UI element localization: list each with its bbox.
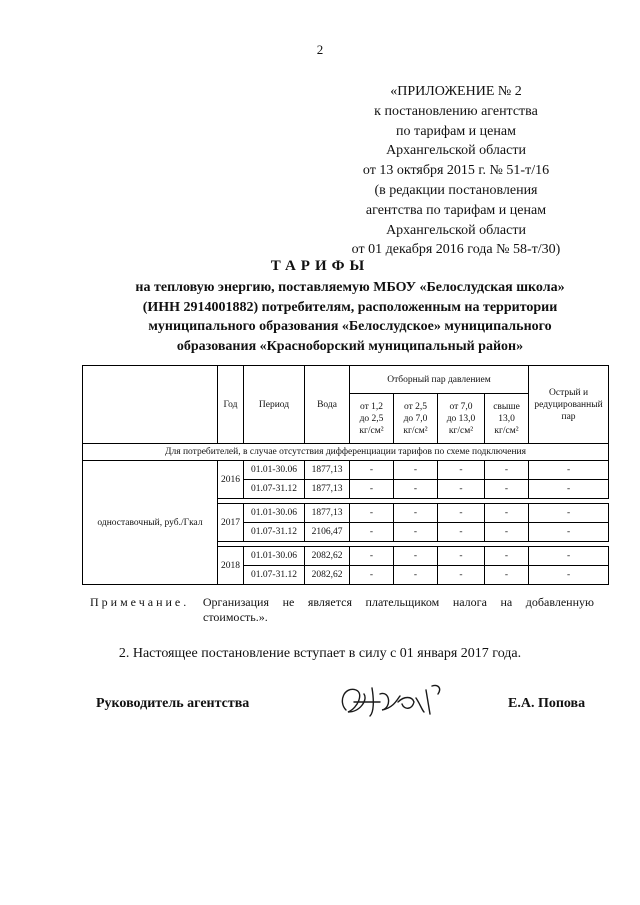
water-value: 2082,62 bbox=[305, 547, 350, 566]
dash-cell: - bbox=[350, 547, 394, 566]
year-cell: 2018 bbox=[218, 547, 244, 585]
header-line: кг/см² bbox=[448, 425, 474, 436]
note-line2: стоимость.». bbox=[203, 610, 268, 624]
dash-cell: - bbox=[485, 504, 529, 523]
appendix-line: к постановлению агентства bbox=[374, 103, 538, 119]
dash-cell: - bbox=[485, 566, 529, 585]
dash-cell: - bbox=[485, 547, 529, 566]
dash-cell: - bbox=[485, 523, 529, 542]
subtitle-line: на тепловую энергию, поставляемую МБОУ «Белослудская школа» bbox=[135, 280, 565, 295]
subtitle-line: (ИНН 2914001882) потребителям, расположенным на территории bbox=[142, 299, 558, 315]
header-line: кг/см² bbox=[494, 425, 519, 436]
appendix-line: от 01 декабря 2016 года № 58-т/30) bbox=[351, 242, 561, 258]
header-blank-cell bbox=[83, 366, 218, 444]
header-sharp-steam-line: Острый и bbox=[549, 387, 589, 398]
dash-cell: - bbox=[350, 566, 394, 585]
appendix-line: агентства по тарифам и ценам bbox=[365, 202, 547, 218]
note-label: Примечание. bbox=[90, 595, 190, 609]
header-line: от 2,5 bbox=[403, 401, 428, 412]
dash-cell: - bbox=[529, 523, 609, 542]
page-number: 2 bbox=[316, 42, 324, 57]
note-word: налога bbox=[452, 595, 487, 609]
dash-cell: - bbox=[529, 547, 609, 566]
period-cell: 01.01-30.06 bbox=[244, 547, 305, 566]
dash-cell: - bbox=[394, 547, 438, 566]
period-cell: 01.01-30.06 bbox=[244, 504, 305, 523]
header-line: до 2,5 bbox=[359, 413, 384, 424]
water-value: 1877,13 bbox=[305, 504, 350, 523]
dash-cell: - bbox=[350, 504, 394, 523]
dash-cell: - bbox=[394, 461, 438, 480]
document-title: ТАРИФЫ bbox=[270, 258, 370, 274]
appendix-line: Архангельской области bbox=[386, 222, 526, 238]
header-steam-group: Отборный пар давлением bbox=[350, 366, 529, 394]
dash-cell: - bbox=[438, 480, 485, 499]
header-steam-col bbox=[438, 394, 485, 444]
dash-cell: - bbox=[529, 504, 609, 523]
header-water: Вода bbox=[305, 366, 350, 444]
header-line: 13,0 bbox=[498, 413, 515, 424]
dash-cell: - bbox=[394, 566, 438, 585]
dash-cell: - bbox=[438, 504, 485, 523]
subtitle-line: образования «Красноборский муниципальный район» bbox=[176, 338, 524, 354]
water-value: 2106,47 bbox=[305, 523, 350, 542]
tariff-type-label: одноставочный, руб./Гкал bbox=[83, 461, 218, 585]
water-value: 1877,13 bbox=[305, 480, 350, 499]
year-cell: 2017 bbox=[218, 504, 244, 542]
note-line bbox=[90, 595, 594, 610]
header-year: Год bbox=[218, 366, 244, 444]
appendix-header bbox=[334, 82, 578, 260]
dash-cell: - bbox=[394, 504, 438, 523]
note bbox=[90, 595, 594, 625]
document-subtitle bbox=[60, 278, 640, 356]
appendix-line: Архангельской области bbox=[386, 143, 526, 159]
header-steam-col bbox=[350, 394, 394, 444]
header-period: Период bbox=[244, 366, 305, 444]
signatory-name: Е.А. Попова bbox=[508, 696, 586, 711]
water-value: 2082,62 bbox=[305, 566, 350, 585]
year-cell: 2016 bbox=[218, 461, 244, 499]
dash-cell: - bbox=[438, 547, 485, 566]
header-line: до 13,0 bbox=[446, 413, 476, 424]
dash-cell: - bbox=[394, 523, 438, 542]
period-cell: 01.07-31.12 bbox=[244, 566, 305, 585]
header-line: от 1,2 bbox=[359, 401, 384, 412]
appendix-line: «ПРИЛОЖЕНИЕ № 2 bbox=[390, 84, 522, 99]
note-word: плательщиком bbox=[365, 595, 440, 609]
appendix-line: от 13 октября 2015 г. № 51-т/16 bbox=[362, 163, 550, 179]
dash-cell: - bbox=[350, 480, 394, 499]
appendix-line: (в редакции постановления bbox=[374, 182, 538, 198]
handwritten-signature bbox=[334, 672, 454, 732]
dash-cell: - bbox=[438, 566, 485, 585]
header-line: кг/см² bbox=[403, 425, 428, 436]
dash-cell: - bbox=[394, 480, 438, 499]
header-line: от 7,0 bbox=[449, 401, 473, 412]
section-label: Для потребителей, в случае отсутствия дифференциации тарифов по схеме подключения bbox=[83, 444, 609, 461]
period-cell: 01.07-31.12 bbox=[244, 523, 305, 542]
tariff-table bbox=[82, 365, 609, 585]
note-word: на bbox=[500, 595, 513, 609]
note-word: не bbox=[282, 595, 295, 609]
appendix-line: по тарифам и ценам bbox=[396, 123, 516, 139]
dash-cell: - bbox=[438, 523, 485, 542]
dash-cell: - bbox=[350, 523, 394, 542]
dash-cell: - bbox=[350, 461, 394, 480]
header-line: свыше bbox=[493, 401, 520, 412]
water-value: 1877,13 bbox=[305, 461, 350, 480]
dash-cell: - bbox=[529, 480, 609, 499]
note-word: добавленную bbox=[525, 595, 594, 609]
note-word: Организация bbox=[202, 595, 269, 609]
dash-cell: - bbox=[438, 461, 485, 480]
period-cell: 01.07-31.12 bbox=[244, 480, 305, 499]
effective-date-paragraph: 2. Настоящее постановление вступает в силу с 01 января 2017 года. bbox=[118, 646, 522, 661]
header-line: кг/см² bbox=[359, 425, 384, 436]
header-steam-col bbox=[394, 394, 438, 444]
dash-cell: - bbox=[485, 461, 529, 480]
header-steam-col bbox=[485, 394, 529, 444]
header-sharp-steam-line: пар bbox=[561, 411, 576, 422]
dash-cell: - bbox=[529, 461, 609, 480]
subtitle-line: муниципального образования «Белослудское» муниципального bbox=[148, 319, 552, 334]
dash-cell: - bbox=[485, 480, 529, 499]
dash-cell: - bbox=[529, 566, 609, 585]
header-sharp-steam-line: редуцированный bbox=[534, 399, 603, 410]
signatory-role: Руководитель агентства bbox=[96, 696, 250, 711]
period-cell: 01.01-30.06 bbox=[244, 461, 305, 480]
header-sharp-steam bbox=[529, 366, 609, 444]
note-word: является bbox=[307, 595, 352, 609]
header-line: до 7,0 bbox=[403, 413, 428, 424]
